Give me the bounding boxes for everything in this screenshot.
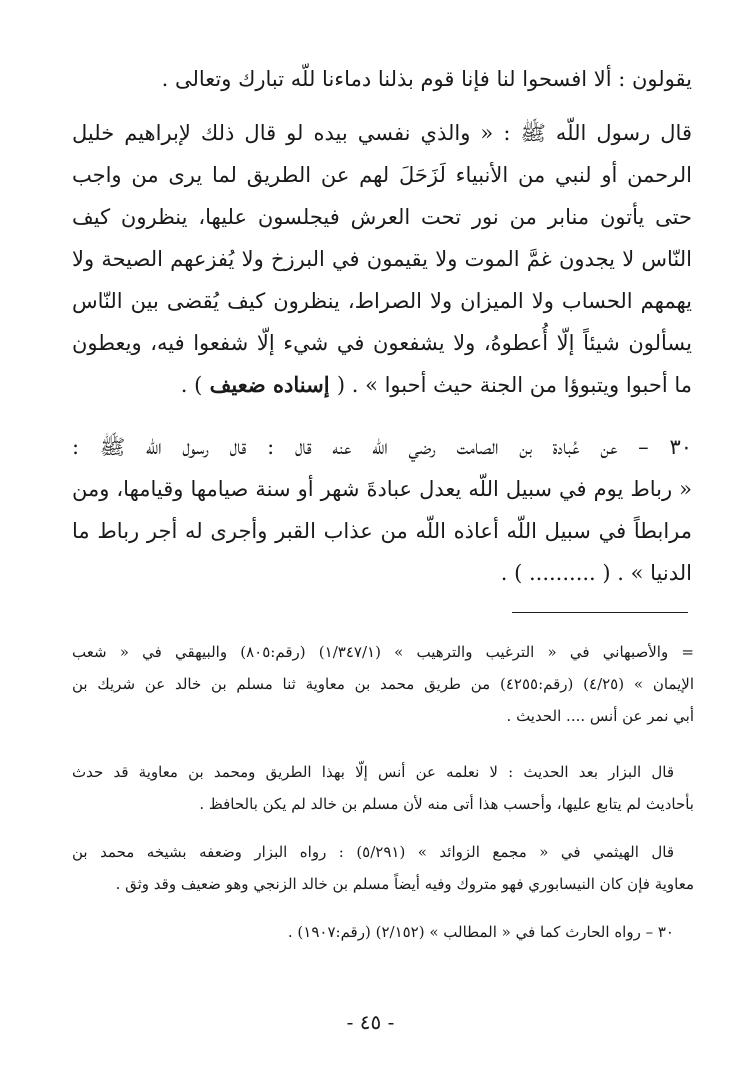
footnote-line: ٣٠ – رواه الحارث كما في « المطالب » (٢/١٥٢) (رقم:١٩٠٧) . (287, 923, 674, 941)
footnote-3 (72, 836, 694, 900)
text-line: « رباط يوم في سبيل اللّه يعدل عبادةَ شهر أو سنة صيامها وقيامها، ومن (72, 477, 692, 501)
footnote-4 (72, 916, 694, 948)
footnote-line: قال الهيثمي في « مجمع الزوائد » (٥/٢٩١) : رواه البزار وضعفه بشيخه محمد بن (72, 843, 674, 861)
text-line: مرابطاً في سبيل اللّه أعاذه اللّه من عذاب القبر وأجرى له أجر رباط ما (72, 519, 692, 543)
text-line-with-grading (72, 364, 692, 406)
footnote-line: قال البزار بعد الحديث : لا نعلمه عن أنس إلّا بهذا الطريق ومحمد بن معاوية قد حدث (72, 763, 674, 781)
text-line: يهمهم الحساب ولا الميزان ولا الصراط، ينظرون كيف يُقضى بين النّاس (72, 289, 692, 313)
footnote-line: معاوية فإن كان النيسابوري فهو متروك وفيه أيضاً مسلم بن خالد الزنجي وهو ضعيف وقد وثق . (115, 875, 694, 893)
hadith-grading: إسناده ضعيف (202, 372, 337, 397)
text-line: قال رسول اللّه ﷺ : « والذي نفسي بيده لو قال ذلك لإبراهيم خليل (72, 121, 692, 145)
text-line: الرحمن أو لنبي من الأنبياء لَزَحَلَ لهم عن الطريق لما يرى من واجب (72, 163, 692, 187)
footnote-line: = والأصبهاني في « الترغيب والترهيب » (١/٣٤٧/١) (رقم:٨٠٥) والبيهقي في « شعب (72, 643, 694, 661)
footnote-line: بأحاديث لم يتابع عليها، وأحسب هذا أتى منه لأن مسلم بن خالد لم يكن بالحافظ . (199, 795, 694, 813)
main-paragraph-1 (72, 58, 692, 100)
footnote-line: الإيمان » (٤/٢٥) (رقم:٤٢٥٥) من طريق محمد بن معاوية ثنا مسلم بن خالد عن شريك بن (72, 675, 694, 693)
main-paragraph-3 (72, 426, 692, 594)
text-line-prefix: ما أحبوا ويتبوؤا من الجنة حيث أحبوا » . ( (336, 373, 692, 397)
page-number: - ٤٥ - (346, 1010, 395, 1034)
text-line: النّاس لا يجدون غمَّ الموت ولا يقيمون في البرزخ ولا يُفزعهم الصيحة ولا (72, 247, 692, 271)
footnote-1 (72, 636, 694, 732)
text-line-suffix: ) . (180, 373, 203, 397)
text-line: يسألون شيئاً إلّا أُعطوهُ، ولا يشفعون في شيء إلّا شفعوا فيه، ويعطون (72, 331, 692, 355)
text-line: الدنيا » . ( .......... ) . (500, 561, 692, 585)
text-line: حتى يأتون منابر من نور تحت العرش فيجلسون عليها، ينظرون كيف (72, 205, 692, 229)
main-paragraph-2 (72, 112, 692, 406)
text-line: ٣٠ – عن عُبادة بن الصامت رضي اللّه عنه قال : قال رسول اللّه ﷺ : (72, 435, 692, 459)
text-line: يقولون : ألا افسحوا لنا فإنا قوم بذلنا دماءنا للّه تبارك وتعالى . (161, 67, 692, 91)
footnote-divider (512, 612, 688, 613)
footnote-line: أبي نمر عن أنس .... الحديث . (506, 707, 694, 725)
footnote-2 (72, 756, 694, 820)
